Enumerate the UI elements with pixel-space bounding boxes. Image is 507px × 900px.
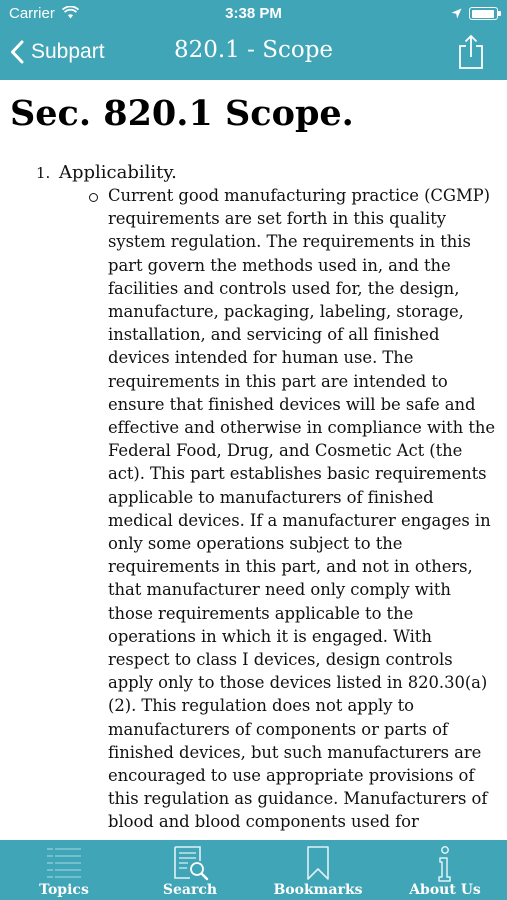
tab-search[interactable] [140, 840, 240, 900]
nav-title: 820.1 - Scope [173, 37, 334, 63]
battery-icon [469, 7, 498, 20]
tab-bookmarks[interactable] [263, 840, 373, 900]
battery-tip [498, 11, 501, 16]
section-paragraph: Current good manufacturing practice (CGMP) requirements are set forth in this quality system regulation. The requirements in this part govern the methods used in, and the facilities and controls used for, the design, manufacture, packaging, labeling, storage, installation, and servicing of all finished devices intended for human use. The requirements in this part are intended to ensure that finished devices will be safe and effective and otherwise in compliance with the Federal Food, Drug, and Cosmetic Act (the act). This part establishes basic requirements applicable to manufacturers of finished medical devices. If a manufacturer engages in only some operations subject to the requirements in this part, and not in others, that manufacturer need only comply with those requirements applicable to the operations in which it is engaged. With respect to class I devices, design controls apply only to those devices listed in 820.30(a)(2). This regulation does not apply to manufacturers of components or parts of finished devices, but such manufacturers are encouraged to use appropriate provisions of this regulation as guidance. Manufacturers of blood and blood components used for [108, 186, 496, 832]
tab-topics-label: Topics [39, 882, 89, 898]
tab-topics[interactable] [14, 840, 114, 900]
info-icon [433, 845, 457, 883]
bookmark-icon [303, 845, 333, 881]
battery-level [472, 10, 494, 18]
tab-bar [0, 840, 507, 900]
tab-about-us[interactable] [395, 840, 495, 900]
back-button-label: Subpart [31, 40, 105, 63]
status-time: 3:38 PM [225, 5, 282, 22]
list-item-label: Applicability. [59, 162, 177, 183]
carrier-label: Carrier [9, 5, 55, 22]
status-bar [0, 0, 507, 28]
document-content [0, 80, 507, 840]
page-heading: Sec. 820.1 Scope. [10, 93, 354, 134]
tab-about-us-label: About Us [409, 882, 481, 898]
location-arrow-icon [451, 8, 462, 19]
list-icon [44, 845, 84, 879]
bullet-circle-icon [89, 193, 98, 202]
search-document-icon [170, 845, 210, 881]
tab-search-label: Search [162, 882, 218, 898]
share-icon[interactable] [457, 34, 485, 70]
header [0, 0, 507, 80]
tab-bookmarks-label: Bookmarks [273, 882, 363, 898]
list-number: 1. [36, 164, 51, 182]
